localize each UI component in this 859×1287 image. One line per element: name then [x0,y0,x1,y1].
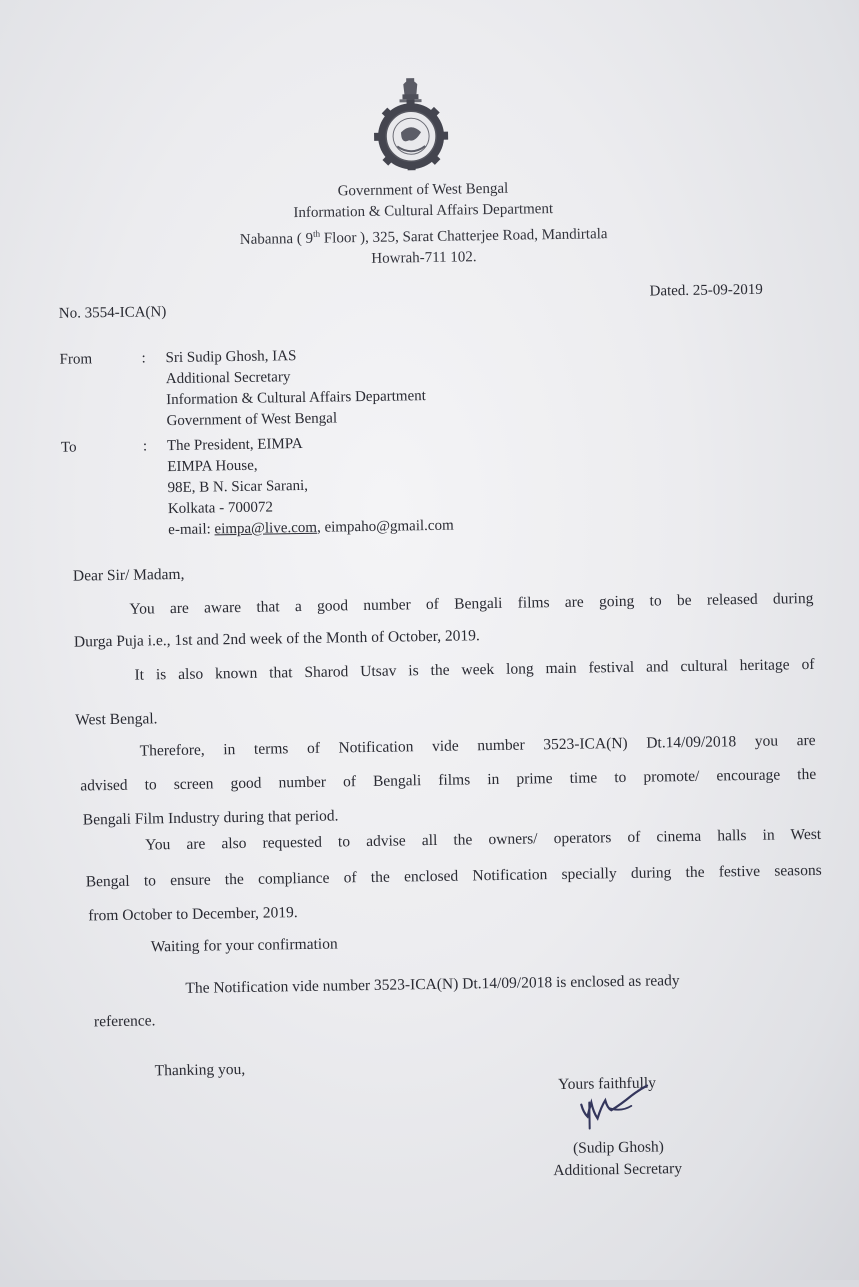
closing-yours: Yours faithfully [557,1074,657,1094]
from-line: Sri Sudip Ghosh, IAS [165,348,297,367]
letterhead-department: Information & Cultural Affairs Department [293,201,554,222]
email-link-primary[interactable]: eimpa@live.com [214,519,318,538]
address-superscript: th [312,228,321,239]
paragraph-line: It is also known that Sharod Utsav is the week long main festival and cultural heritage of [134,655,815,684]
paragraph-line: Durga Puja i.e., 1st and 2nd week of the Month of October, 2019. [73,627,480,651]
address-part-2: Floor ), 325, Sarat Chatterjee Road, Mandirtala [319,226,608,247]
paragraph-line: The Notification vide number 3523-ICA(N) Dt.14/09/2018 is enclosed as ready [185,972,680,997]
signatory-designation: Additional Secretary [553,1160,683,1180]
email-link-secondary[interactable]: eimpaho@gmail.com [324,517,454,536]
paragraph-line: Waiting for your confirmation [150,935,338,956]
to-line: 98E, B N. Sicar Sarani, [167,477,309,497]
to-line: Kolkata - 700072 [167,499,274,518]
paragraph-line: You are aware that a good number of Bengali films are going to be released during [129,589,814,618]
salutation: Dear Sir/ Madam, [72,565,185,585]
letterhead [143,176,704,274]
reference-number: No. 3554-ICA(N) [58,304,167,322]
from-label: From [59,351,93,368]
email-prefix: e-mail: [168,521,215,539]
letterhead-government: Government of West Bengal [337,180,509,200]
letter-body [72,556,822,1031]
from-line: Additional Secretary [165,369,291,388]
to-line: EIMPA House, [167,457,258,476]
letter-date: Dated. 25-09-2019 [649,281,763,300]
from-colon: : [141,350,146,367]
closing-thanks: Thanking you, [154,1060,246,1080]
paragraph-line: advised to screen good number of Bengali films in prime time to promote/ encourage the [80,765,817,795]
from-line: Government of West Bengal [166,410,338,430]
paragraph-line: Bengali Film Industry during that period. [82,807,339,829]
address-part-1: Nabanna ( 9 [239,230,314,248]
signatory-name: (Sudip Ghosh) [572,1138,664,1157]
paragraph-line: reference. [93,1012,156,1031]
to-email-line [168,516,454,541]
signature-icon [569,1081,682,1133]
to-line: The President, EIMPA [166,435,303,455]
email-separator: , [316,519,325,536]
to-colon: : [142,438,148,455]
paragraph-line: You are also requested to advise all the owners/ operators of cinema halls in West [145,825,822,854]
paragraph-line: from October to December, 2019. [88,904,298,925]
paragraph-line: Therefore, in terms of Notification vide number 3523-ICA(N) Dt.14/09/2018 you are [139,731,816,760]
to-label: To [60,439,77,456]
paragraph-line: West Bengal. [75,710,158,729]
government-emblem-icon [372,74,449,171]
letterhead-city: Howrah-711 102. [371,249,477,267]
from-line: Information & Cultural Affairs Department [166,388,426,409]
paragraph-line: Bengal to ensure the compliance of the enclosed Notification specially during the festive seasons [85,861,822,891]
